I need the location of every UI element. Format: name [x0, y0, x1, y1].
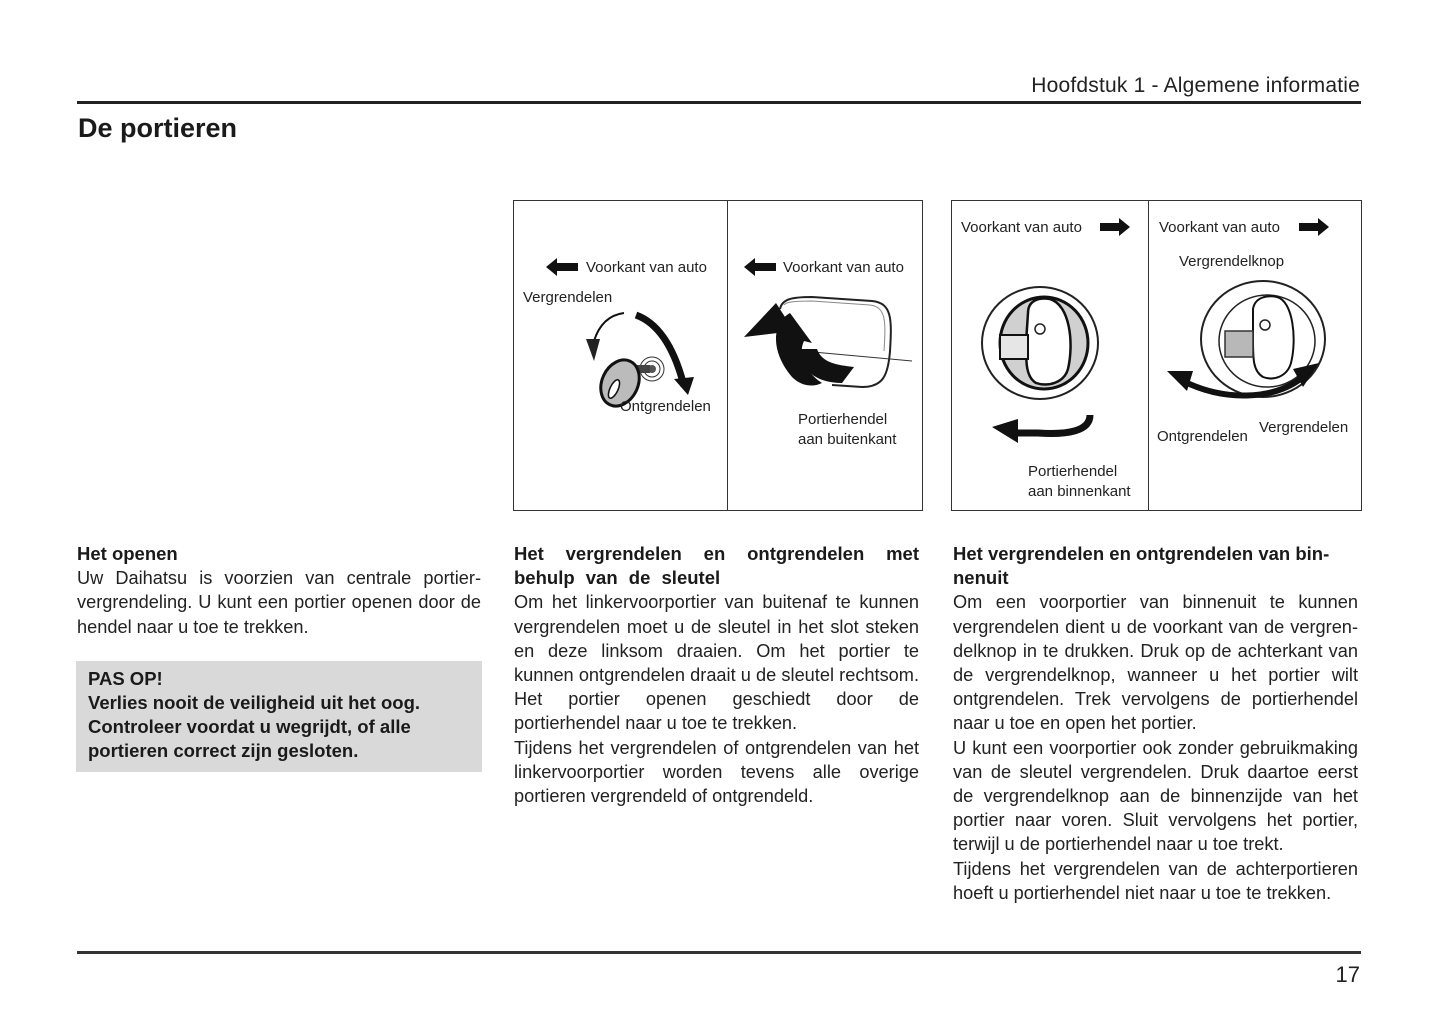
chapter-header: Hoofdstuk 1 - Algemene informatie — [1031, 74, 1360, 97]
section-paragraph: Tijdens het vergrendelen van de achterportieren hoeft u portierhendel niet naar u toe te trekken. — [953, 858, 1358, 903]
section-paragraph: Om een voorportier van binnenuit te kunnen vergrendelen dient u de voorkant van de vergrendelknop in te drukken. Druk op de achterkant van de vergrendelknop, wanneer u het portier wilt ontgrendelen. Trek vervolgens de portierhendel naar u toe en open het portier. — [953, 592, 1358, 734]
unlock-label: Ontgrendelen — [1157, 428, 1248, 445]
inner-handle-caption-line2: aan binnenkant — [1028, 483, 1131, 500]
front-of-car-label: Voorkant van auto — [1159, 219, 1280, 236]
section-paragraph: Om het linkervoorportier van buitenaf te kunnen vergrendelen moet u de sleutel in het slot steken en deze linksom draaien. Om het portier te kunnen ontgrendelen draait u de sleutel rechtsom. Het portier openen geschiedt door de portierhendel naar u toe te trekken. — [514, 592, 919, 734]
section-heading: Het vergrendelen en ontgrendelen van binnenuit — [953, 543, 1330, 589]
panel-outer-handle — [727, 201, 922, 510]
section-heading: Het openen — [77, 543, 178, 564]
outer-handle-caption-line2: aan buitenkant — [798, 431, 897, 448]
lock-knob-label: Vergrendelknop — [1179, 253, 1285, 270]
section-inside-locking — [953, 542, 1358, 905]
page-number: 17 — [1335, 962, 1360, 987]
panel-key-lock — [514, 201, 727, 510]
front-of-car-label: Voorkant van auto — [961, 219, 1082, 236]
lock-label: Vergrendelen — [1259, 419, 1349, 436]
arrow-left-icon — [546, 258, 578, 276]
figure-inside-locking — [951, 200, 1362, 511]
panel-inner-handle — [952, 201, 1148, 510]
warning-box — [76, 661, 482, 772]
warning-text: Verlies nooit de veiligheid uit het oog. Controleer voordat u wegrijdt, of alle portieren correct zijn gesloten. — [88, 692, 421, 761]
arrow-right-icon — [1100, 218, 1130, 236]
section-paragraph: U kunt een voorportier ook zonder gebruikmaking van de sleutel vergrendelen. Druk daartoe eerst de vergrendelknop aan de binnenzijde van het portier naar voren. Sluit vervolgens het portier, terwijl u de portierhendel naar u toe trekt. — [953, 737, 1358, 855]
section-paragraph: Tijdens het vergrendelen of ontgrendelen van het linkervoorportier worden tevens alle overige portieren vergrendeld of ontgrendeld. — [514, 737, 919, 807]
section-opening — [77, 542, 481, 639]
front-of-car-label: Voorkant van auto — [586, 259, 707, 276]
inner-door-handle-illustration — [978, 283, 1128, 453]
section-heading: Het vergrendelen en ontgrendelen met behulp van de sleutel — [514, 543, 919, 589]
section-body: Uw Daihatsu is voorzien van centrale portiervergrendeling. U kunt een portier openen door de hendel naar u toe te trekken. — [77, 568, 481, 637]
inner-handle-caption-line1: Portierhendel — [1028, 463, 1118, 480]
page-title: De portieren — [78, 113, 238, 143]
front-of-car-label: Voorkant van auto — [783, 259, 904, 276]
arrow-right-icon — [1299, 218, 1329, 236]
lock-knob-illustration — [1163, 279, 1343, 419]
arrow-left-icon — [744, 258, 776, 276]
panel-lock-knob — [1148, 201, 1361, 510]
section-key-locking — [514, 542, 919, 808]
outer-door-handle-illustration — [742, 291, 922, 401]
figure-outside-locking — [513, 200, 923, 511]
header-rule — [77, 101, 1361, 104]
warning-title: PAS OP! — [88, 668, 163, 689]
lock-label: Vergrendelen — [523, 289, 613, 306]
outer-handle-caption-line1: Portierhendel — [798, 411, 888, 428]
unlock-label: Ontgrendelen — [620, 398, 711, 415]
footer-rule — [77, 951, 1361, 954]
